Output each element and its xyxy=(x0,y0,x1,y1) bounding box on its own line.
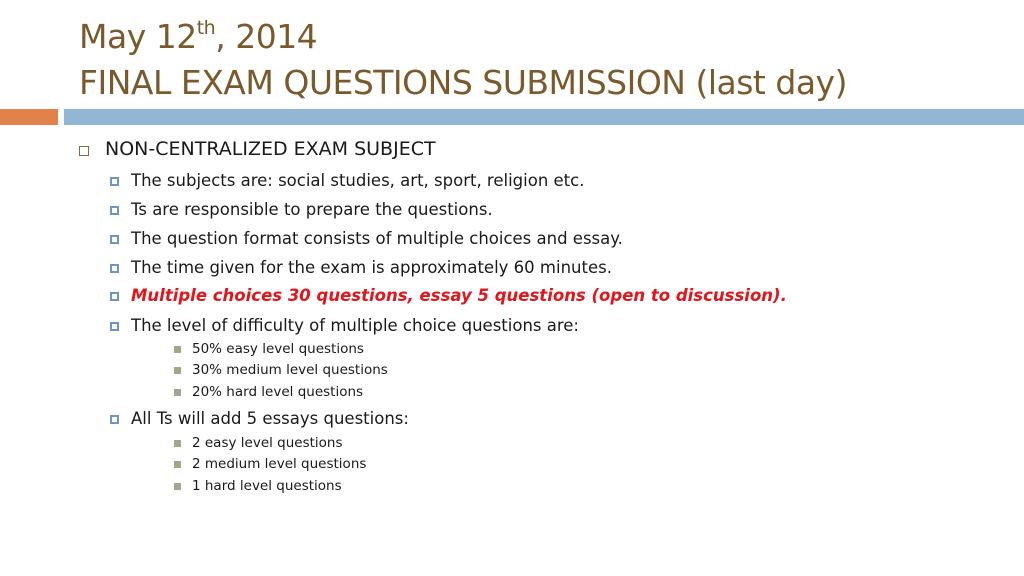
accent-bar-orange xyxy=(0,109,58,125)
filled-square-bullet-icon xyxy=(174,440,181,447)
list-item-highlighted: Multiple choices 30 questions, essay 5 questions (open to discussion). xyxy=(131,286,787,305)
accent-bar-blue xyxy=(64,109,1024,125)
title-heading: FINAL EXAM QUESTIONS SUBMISSION (last day) xyxy=(79,63,847,102)
list-item: The time given for the exam is approximately 60 minutes. xyxy=(131,258,612,277)
title-date: May 12th, 2014 xyxy=(79,17,318,56)
sub-list-item: 50% easy level questions xyxy=(192,341,364,357)
sub-list-item: 1 hard level questions xyxy=(192,478,342,494)
sub-list-item: 2 medium level questions xyxy=(192,456,366,472)
square-bullet-icon xyxy=(110,177,119,186)
square-bullet-icon xyxy=(110,322,119,331)
filled-square-bullet-icon xyxy=(174,367,181,374)
slide-title xyxy=(79,14,847,106)
filled-square-bullet-icon xyxy=(174,483,181,490)
square-bullet-icon xyxy=(110,292,119,301)
list-item: All Ts will add 5 essays questions: xyxy=(131,409,409,428)
list-item: The question format consists of multiple choices and essay. xyxy=(131,229,623,248)
sub-list-item: 20% hard level questions xyxy=(192,384,363,400)
sub-list-item: 2 easy level questions xyxy=(192,435,343,451)
list-item: The subjects are: social studies, art, sport, religion etc. xyxy=(131,171,584,190)
list-item: Ts are responsible to prepare the questions. xyxy=(131,200,493,219)
list-item: The level of difficulty of multiple choice questions are: xyxy=(131,316,579,335)
filled-square-bullet-icon xyxy=(174,461,181,468)
square-bullet-icon xyxy=(110,264,119,273)
filled-square-bullet-icon xyxy=(174,346,181,353)
list-item-heading: NON-CENTRALIZED EXAM SUBJECT xyxy=(105,138,436,160)
filled-square-bullet-icon xyxy=(174,389,181,396)
square-bullet-icon xyxy=(110,415,119,424)
sub-list-item: 30% medium level questions xyxy=(192,362,388,378)
square-bullet-icon xyxy=(110,206,119,215)
square-bullet-icon xyxy=(110,235,119,244)
hollow-square-bullet-icon xyxy=(79,146,89,156)
